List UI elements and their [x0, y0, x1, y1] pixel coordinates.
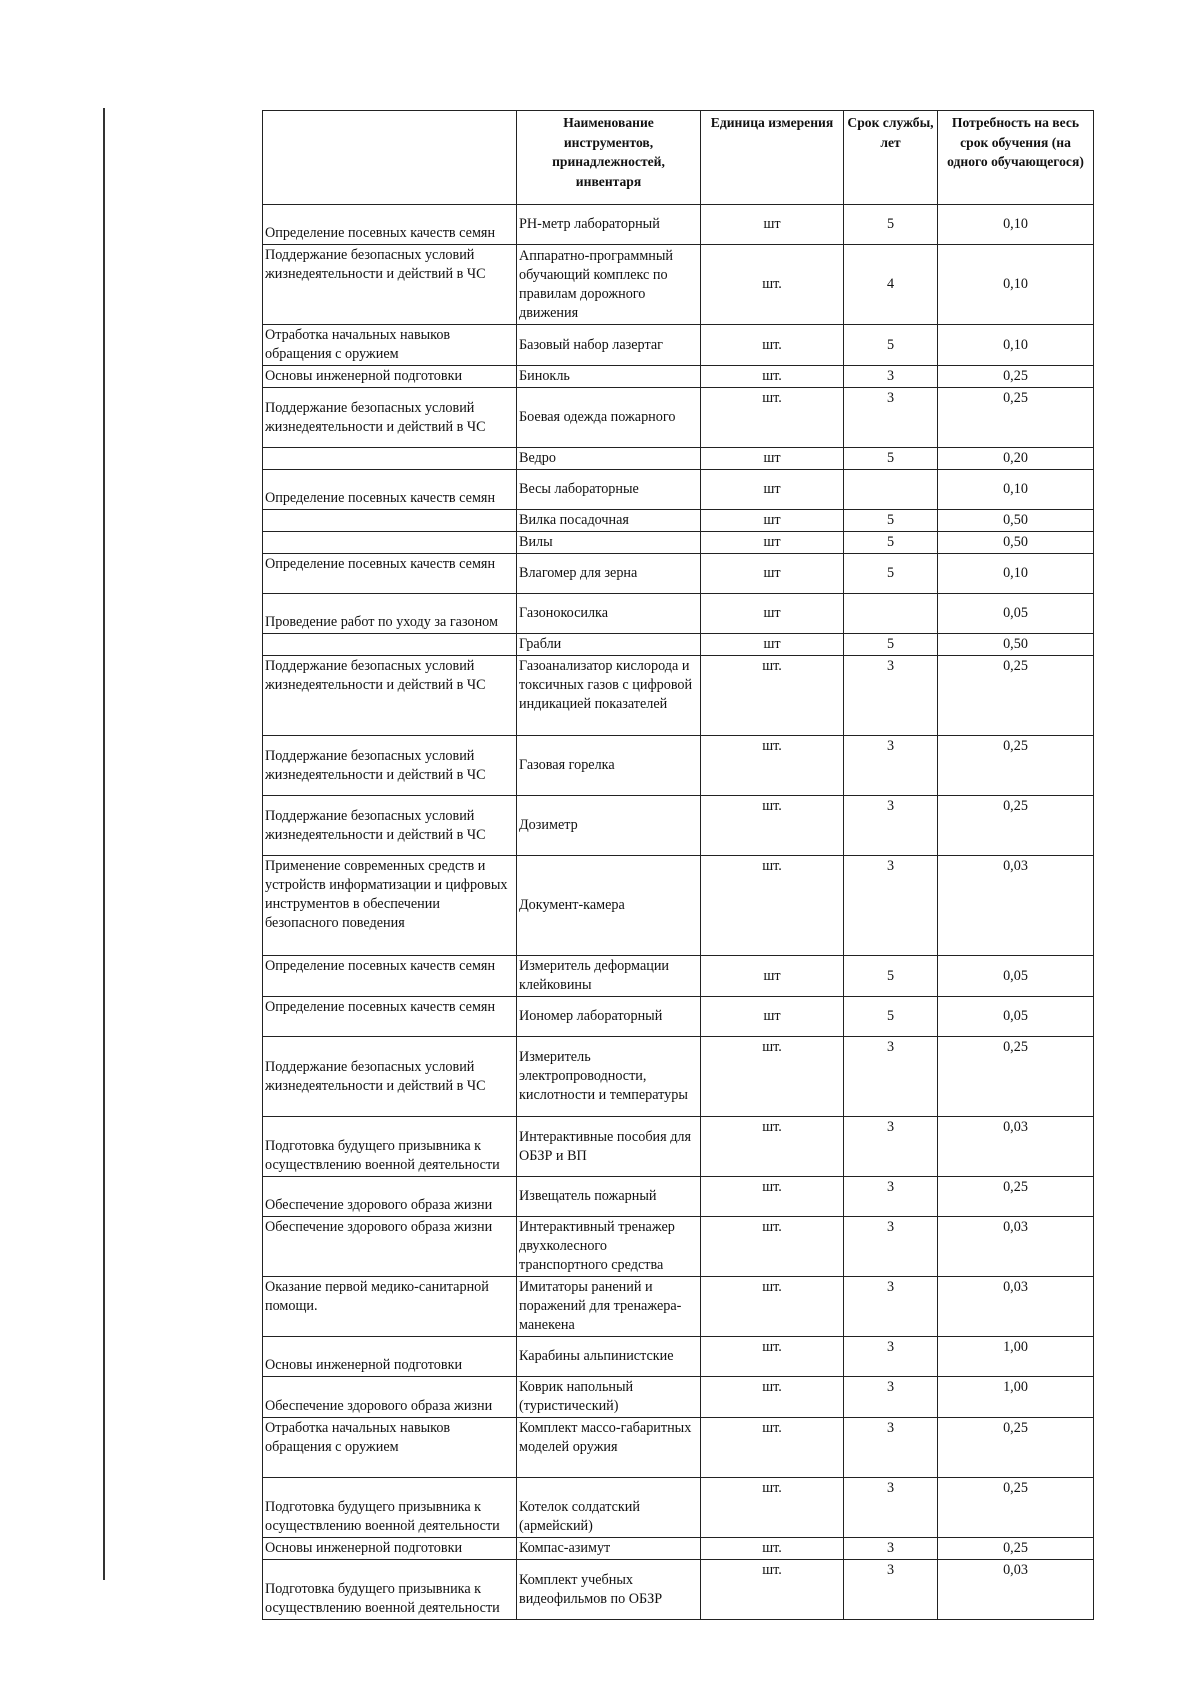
- table-row: [263, 1377, 1094, 1418]
- cell-service-life: 3: [844, 656, 938, 736]
- cell-need: 0,50: [938, 634, 1094, 656]
- cell-name: Базовый набор лазертаг: [517, 325, 701, 366]
- cell-need: 0,10: [938, 205, 1094, 245]
- cell-service-life: 5: [844, 532, 938, 554]
- table-row: [263, 510, 1094, 532]
- cell-unit: шт: [701, 956, 844, 997]
- cell-name: Бинокль: [517, 366, 701, 388]
- cell-unit: шт: [701, 448, 844, 470]
- cell-unit: шт.: [701, 856, 844, 956]
- cell-unit: шт.: [701, 1217, 844, 1277]
- table-row: [263, 1337, 1094, 1377]
- cell-unit: шт: [701, 532, 844, 554]
- cell-section: Определение посевных качеств семян: [263, 956, 517, 997]
- cell-service-life: 3: [844, 1418, 938, 1478]
- header-need: Потребность на весь срок обучения (на одного обучающегося): [938, 111, 1094, 205]
- cell-need: 0,25: [938, 796, 1094, 856]
- cell-service-life: 3: [844, 736, 938, 796]
- cell-unit: шт: [701, 594, 844, 634]
- cell-service-life: 3: [844, 796, 938, 856]
- page-margin-line: [103, 108, 105, 1580]
- table-row: [263, 554, 1094, 594]
- cell-section: Основы инженерной подготовки: [263, 1337, 517, 1377]
- cell-service-life: 5: [844, 554, 938, 594]
- table-row: [263, 470, 1094, 510]
- cell-service-life: 3: [844, 1560, 938, 1620]
- cell-service-life: 3: [844, 1377, 938, 1418]
- table-row: [263, 532, 1094, 554]
- cell-unit: шт: [701, 554, 844, 594]
- cell-unit: шт.: [701, 388, 844, 448]
- table-row: [263, 997, 1094, 1037]
- cell-need: 0,25: [938, 366, 1094, 388]
- header-unit: Единица измерения: [701, 111, 844, 205]
- table-row: [263, 1117, 1094, 1177]
- cell-service-life: 5: [844, 205, 938, 245]
- table-row: [263, 1478, 1094, 1538]
- cell-need: 0,25: [938, 656, 1094, 736]
- cell-section: Обеспечение здорового образа жизни: [263, 1217, 517, 1277]
- cell-unit: шт: [701, 634, 844, 656]
- cell-need: 0,25: [938, 736, 1094, 796]
- cell-name: Грабли: [517, 634, 701, 656]
- cell-unit: шт.: [701, 1177, 844, 1217]
- inventory-table: [262, 110, 1094, 1620]
- table-row: [263, 205, 1094, 245]
- cell-name: Дозиметр: [517, 796, 701, 856]
- cell-service-life: 5: [844, 510, 938, 532]
- cell-name: Комплект массо-габаритных моделей оружия: [517, 1418, 701, 1478]
- cell-section: Основы инженерной подготовки: [263, 1538, 517, 1560]
- cell-unit: шт.: [701, 1337, 844, 1377]
- table-row: [263, 634, 1094, 656]
- cell-service-life: 3: [844, 1117, 938, 1177]
- cell-name: Коврик напольный (туристический): [517, 1377, 701, 1418]
- cell-section: Поддержание безопасных условий жизнедеятельности и действий в ЧС: [263, 388, 517, 448]
- cell-service-life: 5: [844, 956, 938, 997]
- cell-service-life: 4: [844, 245, 938, 325]
- cell-service-life: [844, 470, 938, 510]
- table-row: [263, 1217, 1094, 1277]
- cell-section: Определение посевных качеств семян: [263, 470, 517, 510]
- table-row: [263, 1560, 1094, 1620]
- cell-name: Газоанализатор кислорода и токсичных газов с цифровой индикацией показателей: [517, 656, 701, 736]
- cell-unit: шт: [701, 205, 844, 245]
- table-row: [263, 956, 1094, 997]
- cell-unit: шт.: [701, 1277, 844, 1337]
- cell-need: 1,00: [938, 1337, 1094, 1377]
- cell-section: Проведение работ по уходу за газоном: [263, 594, 517, 634]
- cell-need: 0,03: [938, 856, 1094, 956]
- cell-unit: шт.: [701, 736, 844, 796]
- cell-service-life: 3: [844, 1217, 938, 1277]
- cell-need: 0,20: [938, 448, 1094, 470]
- cell-name: Карабины альпинистские: [517, 1337, 701, 1377]
- cell-section: Поддержание безопасных условий жизнедеятельности и действий в ЧС: [263, 245, 517, 325]
- table-row: [263, 245, 1094, 325]
- cell-name: Имитаторы ранений и поражений для тренажера-манекена: [517, 1277, 701, 1337]
- cell-unit: шт.: [701, 245, 844, 325]
- cell-name: PH-метр лабораторный: [517, 205, 701, 245]
- header-section: [263, 111, 517, 205]
- cell-unit: шт.: [701, 796, 844, 856]
- table-row: [263, 736, 1094, 796]
- cell-section: Поддержание безопасных условий жизнедеятельности и действий в ЧС: [263, 796, 517, 856]
- cell-need: 0,10: [938, 470, 1094, 510]
- cell-unit: шт.: [701, 366, 844, 388]
- cell-section: [263, 634, 517, 656]
- table-body: [263, 205, 1094, 1620]
- cell-name: Интерактивные пособия для ОБЗР и ВП: [517, 1117, 701, 1177]
- cell-section: [263, 510, 517, 532]
- cell-section: Подготовка будущего призывника к осуществлению военной деятельности: [263, 1478, 517, 1538]
- cell-name: Извещатель пожарный: [517, 1177, 701, 1217]
- table-header-row: [263, 111, 1094, 205]
- cell-unit: шт.: [701, 325, 844, 366]
- cell-section: [263, 448, 517, 470]
- cell-service-life: 3: [844, 856, 938, 956]
- cell-need: 0,05: [938, 956, 1094, 997]
- cell-name: Иономер лабораторный: [517, 997, 701, 1037]
- cell-name: Интерактивный тренажер двухколесного транспортного средства: [517, 1217, 701, 1277]
- cell-name: Комплект учебных видеофильмов по ОБЗР: [517, 1560, 701, 1620]
- cell-need: 0,05: [938, 997, 1094, 1037]
- cell-section: Применение современных средств и устройств информатизации и цифровых инструментов в обеспечении безопасного поведения: [263, 856, 517, 956]
- cell-service-life: 5: [844, 634, 938, 656]
- cell-need: 0,10: [938, 554, 1094, 594]
- cell-service-life: 5: [844, 325, 938, 366]
- cell-section: Определение посевных качеств семян: [263, 997, 517, 1037]
- cell-unit: шт.: [701, 1117, 844, 1177]
- cell-section: [263, 532, 517, 554]
- cell-need: 0,25: [938, 1177, 1094, 1217]
- header-service-life: Срок службы, лет: [844, 111, 938, 205]
- cell-section: Поддержание безопасных условий жизнедеятельности и действий в ЧС: [263, 656, 517, 736]
- cell-section: Подготовка будущего призывника к осуществлению военной деятельности: [263, 1560, 517, 1620]
- cell-unit: шт.: [701, 1377, 844, 1418]
- cell-name: Влагомер для зерна: [517, 554, 701, 594]
- cell-need: 0,03: [938, 1560, 1094, 1620]
- cell-need: 0,03: [938, 1217, 1094, 1277]
- cell-need: 0,25: [938, 1478, 1094, 1538]
- cell-service-life: 3: [844, 1538, 938, 1560]
- cell-need: 1,00: [938, 1377, 1094, 1418]
- cell-section: Отработка начальных навыков обращения с оружием: [263, 325, 517, 366]
- cell-unit: шт: [701, 470, 844, 510]
- table-row: [263, 1037, 1094, 1117]
- cell-name: Аппаратно-программный обучающий комплекс по правилам дорожного движения: [517, 245, 701, 325]
- cell-section: Подготовка будущего призывника к осуществлению военной деятельности: [263, 1117, 517, 1177]
- cell-section: Обеспечение здорового образа жизни: [263, 1377, 517, 1418]
- cell-service-life: 3: [844, 1037, 938, 1117]
- cell-need: 0,25: [938, 1418, 1094, 1478]
- cell-need: 0,50: [938, 532, 1094, 554]
- table-row: [263, 388, 1094, 448]
- cell-service-life: 3: [844, 1177, 938, 1217]
- cell-name: Измеритель электропроводности, кислотности и температуры: [517, 1037, 701, 1117]
- cell-section: Определение посевных качеств семян: [263, 205, 517, 245]
- cell-section: Поддержание безопасных условий жизнедеятельности и действий в ЧС: [263, 1037, 517, 1117]
- cell-section: Обеспечение здорового образа жизни: [263, 1177, 517, 1217]
- table-row: [263, 856, 1094, 956]
- cell-unit: шт: [701, 510, 844, 532]
- table-row: [263, 796, 1094, 856]
- cell-need: 0,10: [938, 245, 1094, 325]
- cell-need: 0,03: [938, 1277, 1094, 1337]
- cell-service-life: 5: [844, 448, 938, 470]
- cell-need: 0,03: [938, 1117, 1094, 1177]
- table-row: [263, 656, 1094, 736]
- cell-name: Компас-азимут: [517, 1538, 701, 1560]
- cell-service-life: 5: [844, 997, 938, 1037]
- cell-service-life: 3: [844, 1277, 938, 1337]
- cell-name: Документ-камера: [517, 856, 701, 956]
- table-row: [263, 1177, 1094, 1217]
- cell-section: Отработка начальных навыков обращения с оружием: [263, 1418, 517, 1478]
- cell-need: 0,25: [938, 1538, 1094, 1560]
- table-row: [263, 366, 1094, 388]
- cell-unit: шт.: [701, 1418, 844, 1478]
- cell-need: 0,25: [938, 388, 1094, 448]
- cell-name: Газовая горелка: [517, 736, 701, 796]
- cell-need: 0,05: [938, 594, 1094, 634]
- header-name: Наименование инструментов, принадлежностей, инвентаря: [517, 111, 701, 205]
- cell-unit: шт.: [701, 1478, 844, 1538]
- cell-unit: шт.: [701, 1538, 844, 1560]
- table-row: [263, 1277, 1094, 1337]
- cell-need: 0,50: [938, 510, 1094, 532]
- cell-service-life: 3: [844, 366, 938, 388]
- cell-unit: шт: [701, 997, 844, 1037]
- cell-need: 0,10: [938, 325, 1094, 366]
- cell-section: Поддержание безопасных условий жизнедеятельности и действий в ЧС: [263, 736, 517, 796]
- table-row: [263, 594, 1094, 634]
- cell-section: Оказание первой медико-санитарной помощи.: [263, 1277, 517, 1337]
- cell-name: Измеритель деформации клейковины: [517, 956, 701, 997]
- cell-unit: шт.: [701, 1037, 844, 1117]
- cell-unit: шт.: [701, 656, 844, 736]
- cell-need: 0,25: [938, 1037, 1094, 1117]
- cell-unit: шт.: [701, 1560, 844, 1620]
- cell-name: Боевая одежда пожарного: [517, 388, 701, 448]
- cell-service-life: 3: [844, 388, 938, 448]
- cell-name: Котелок солдатский (армейский): [517, 1478, 701, 1538]
- table-row: [263, 1538, 1094, 1560]
- cell-name: Вилы: [517, 532, 701, 554]
- table-row: [263, 1418, 1094, 1478]
- table-row: [263, 325, 1094, 366]
- cell-service-life: [844, 594, 938, 634]
- cell-name: Ведро: [517, 448, 701, 470]
- cell-service-life: 3: [844, 1478, 938, 1538]
- cell-service-life: 3: [844, 1337, 938, 1377]
- cell-section: Определение посевных качеств семян: [263, 554, 517, 594]
- cell-name: Газонокосилка: [517, 594, 701, 634]
- cell-section: Основы инженерной подготовки: [263, 366, 517, 388]
- cell-name: Вилка посадочная: [517, 510, 701, 532]
- cell-name: Весы лабораторные: [517, 470, 701, 510]
- table-row: [263, 448, 1094, 470]
